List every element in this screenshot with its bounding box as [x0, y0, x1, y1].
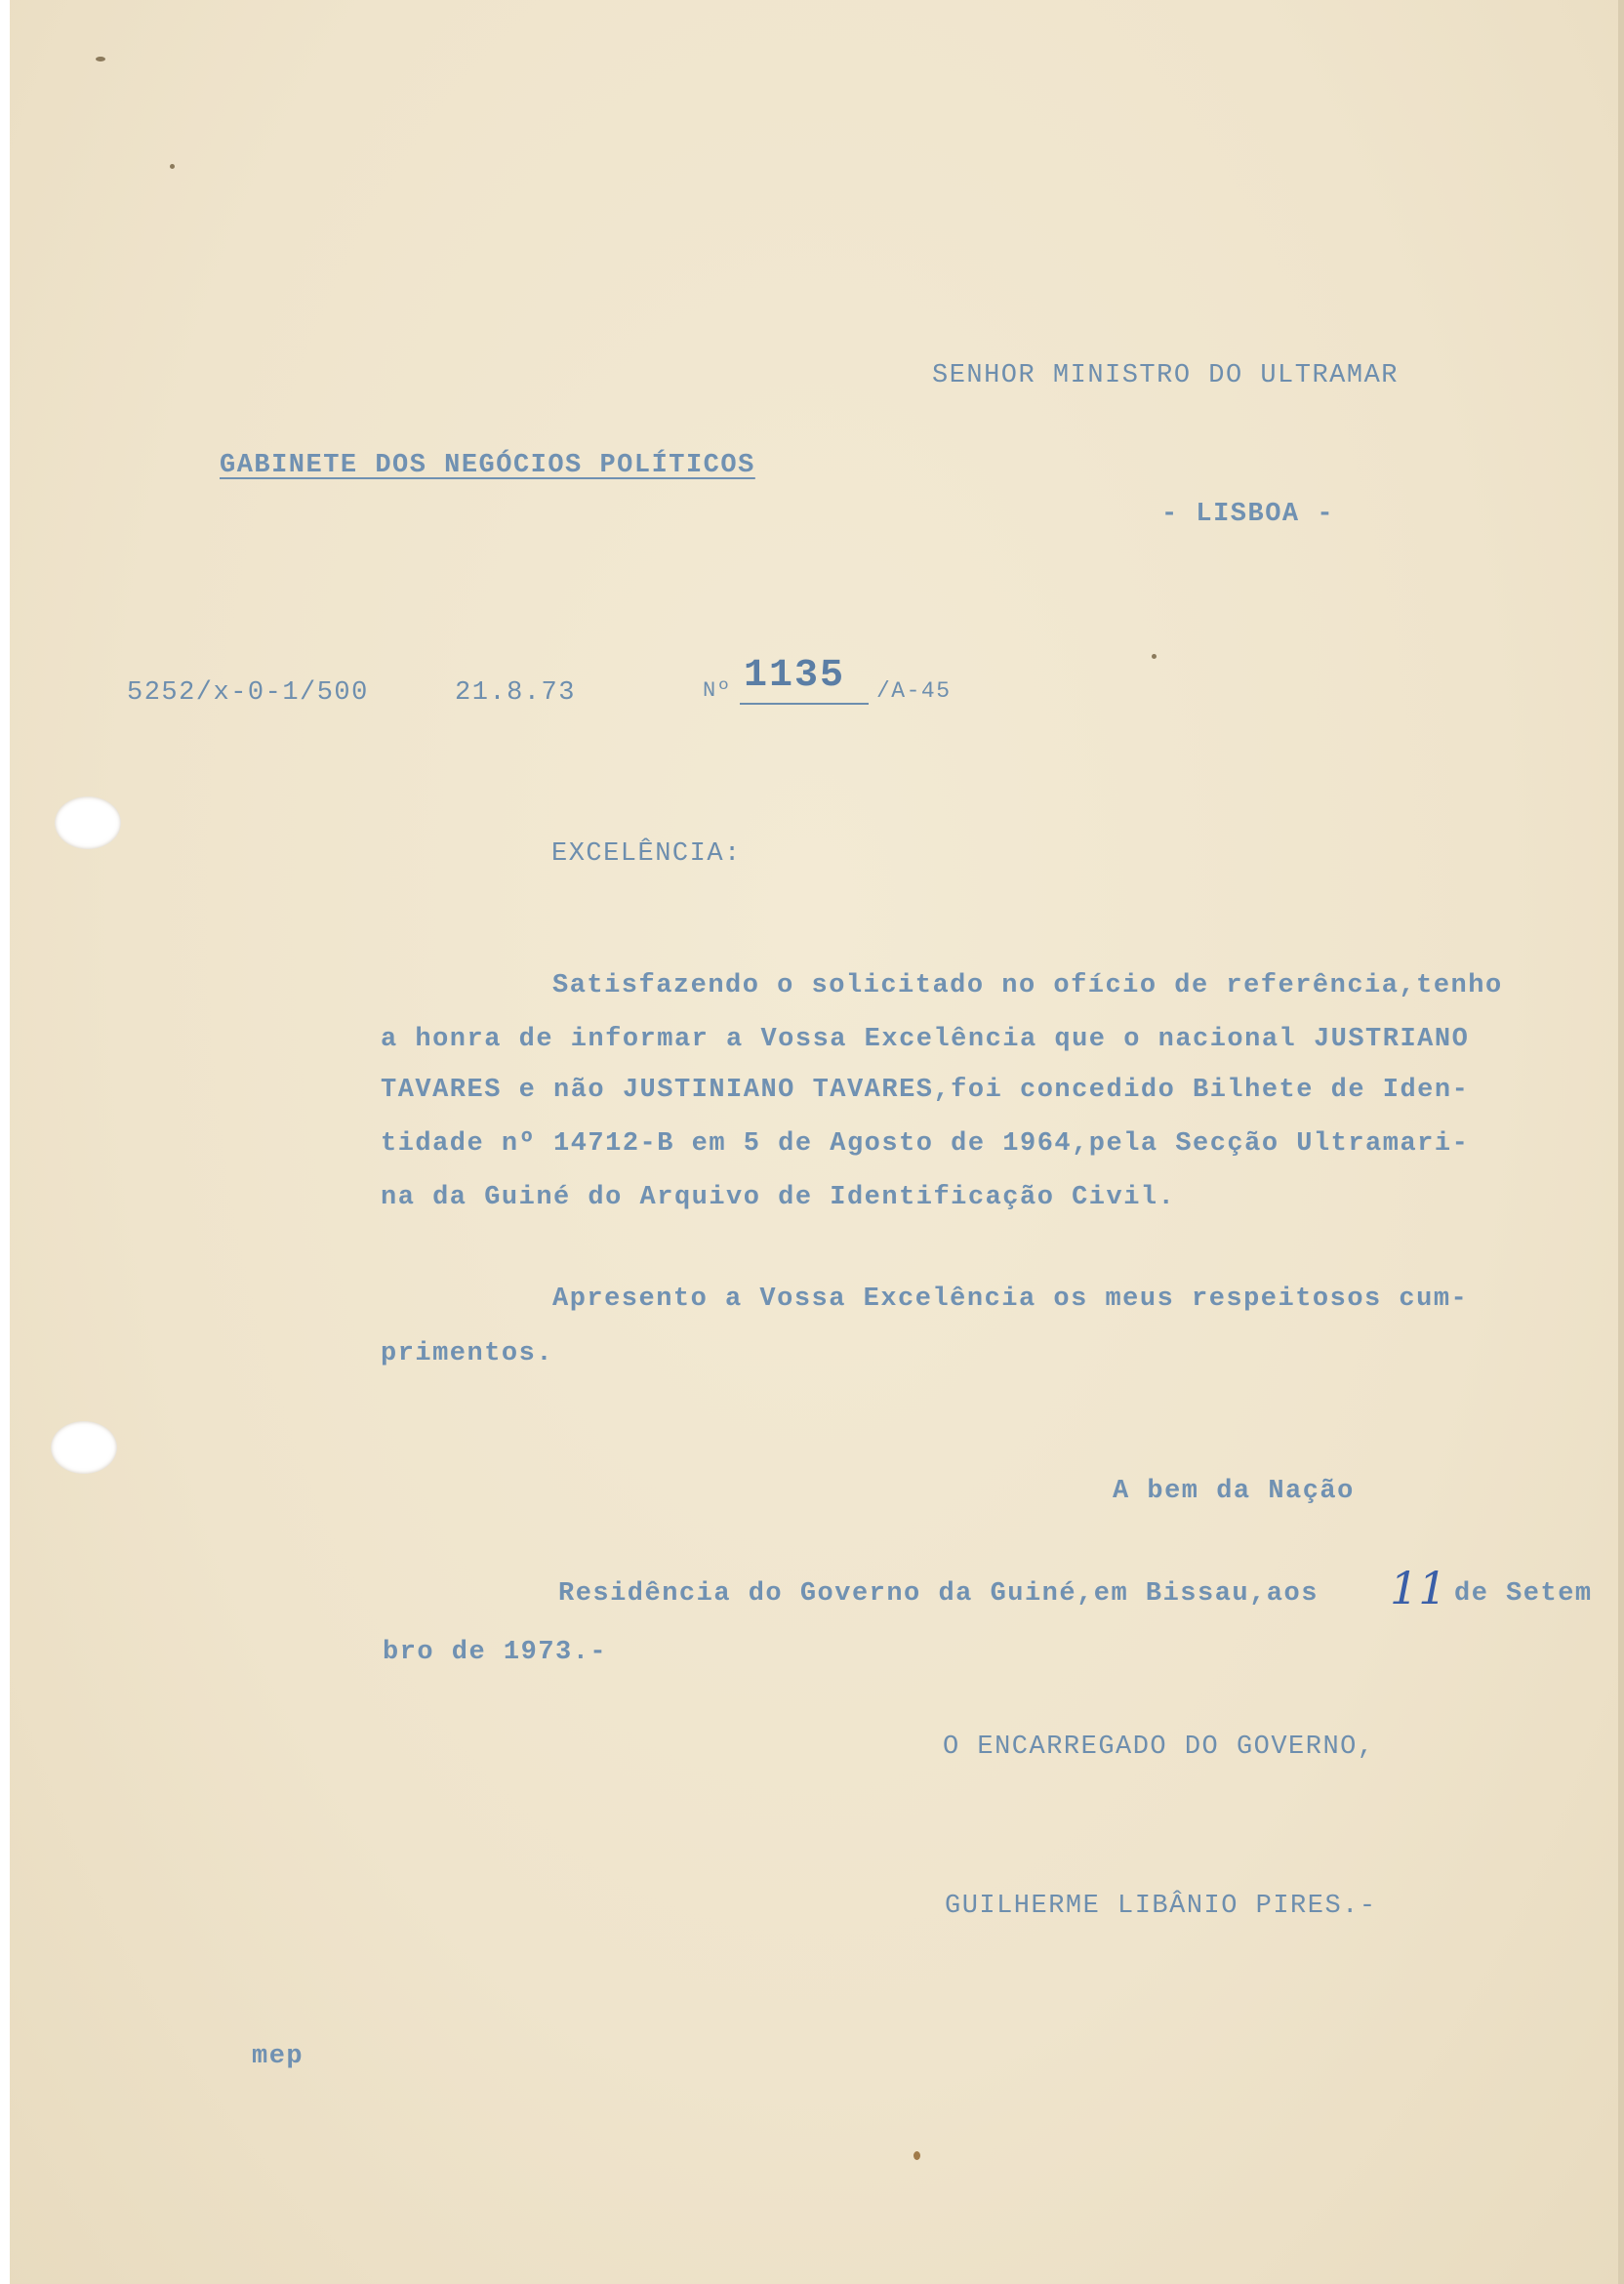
- reference-number-underline: [740, 703, 869, 705]
- salutation: EXCELÊNCIA:: [551, 839, 742, 869]
- body-line: Satisfazendo o solicitado no ofício de referência,tenho: [552, 971, 1503, 1000]
- handwritten-day: 11: [1390, 1562, 1447, 1614]
- body-line: primentos.: [381, 1339, 554, 1368]
- signatory-name: GUILHERME LIBÂNIO PIRES.-: [945, 1892, 1377, 1921]
- signatory-title: O ENCARREGADO DO GOVERNO,: [943, 1733, 1375, 1762]
- paper-edge-left: [0, 0, 10, 2284]
- reference-file-code: 5252/x-0-1/500: [127, 678, 369, 708]
- reference-series: /A-45: [876, 678, 952, 704]
- body-line: TAVARES e não JUSTINIANO TAVARES,foi concedido Bilhete de Iden-: [381, 1076, 1470, 1105]
- closing-place-line-end: de Setem: [1454, 1579, 1593, 1609]
- punch-hole-top: [55, 796, 121, 849]
- reference-date: 21.8.73: [455, 678, 576, 708]
- punch-hole-bottom: [51, 1421, 117, 1474]
- reference-number: 1135: [744, 654, 846, 698]
- closing-place-line-cont: bro de 1973.-: [383, 1638, 608, 1667]
- recipient-office: GABINETE DOS NEGÓCIOS POLÍTICOS: [220, 451, 755, 480]
- paper-edge-right: [1618, 0, 1624, 2284]
- recipient-city: - LISBOA -: [1161, 500, 1335, 529]
- recipient-title: SENHOR MINISTRO DO ULTRAMAR: [932, 361, 1399, 390]
- paper-speck: [170, 164, 175, 169]
- body-line: Apresento a Vossa Excelência os meus respeitosos cum-: [552, 1285, 1469, 1314]
- paper-speck: [1152, 654, 1157, 659]
- body-line: na da Guiné do Arquivo de Identificação Civil.: [381, 1183, 1176, 1212]
- closing-motto: A bem da Nação: [1113, 1477, 1355, 1506]
- closing-place-line: Residência do Governo da Guiné,em Bissau,aos: [558, 1579, 1319, 1609]
- reference-number-prefix: Nº: [703, 678, 732, 703]
- typist-initials: mep: [252, 2042, 304, 2071]
- body-line: tidade nº 14712-B em 5 de Agosto de 1964,pela Secção Ultramari-: [381, 1129, 1470, 1159]
- paper-speck: [914, 2151, 920, 2160]
- body-line: a honra de informar a Vossa Excelência que o nacional JUSTRIANO: [381, 1025, 1470, 1054]
- paper-speck: [96, 57, 105, 61]
